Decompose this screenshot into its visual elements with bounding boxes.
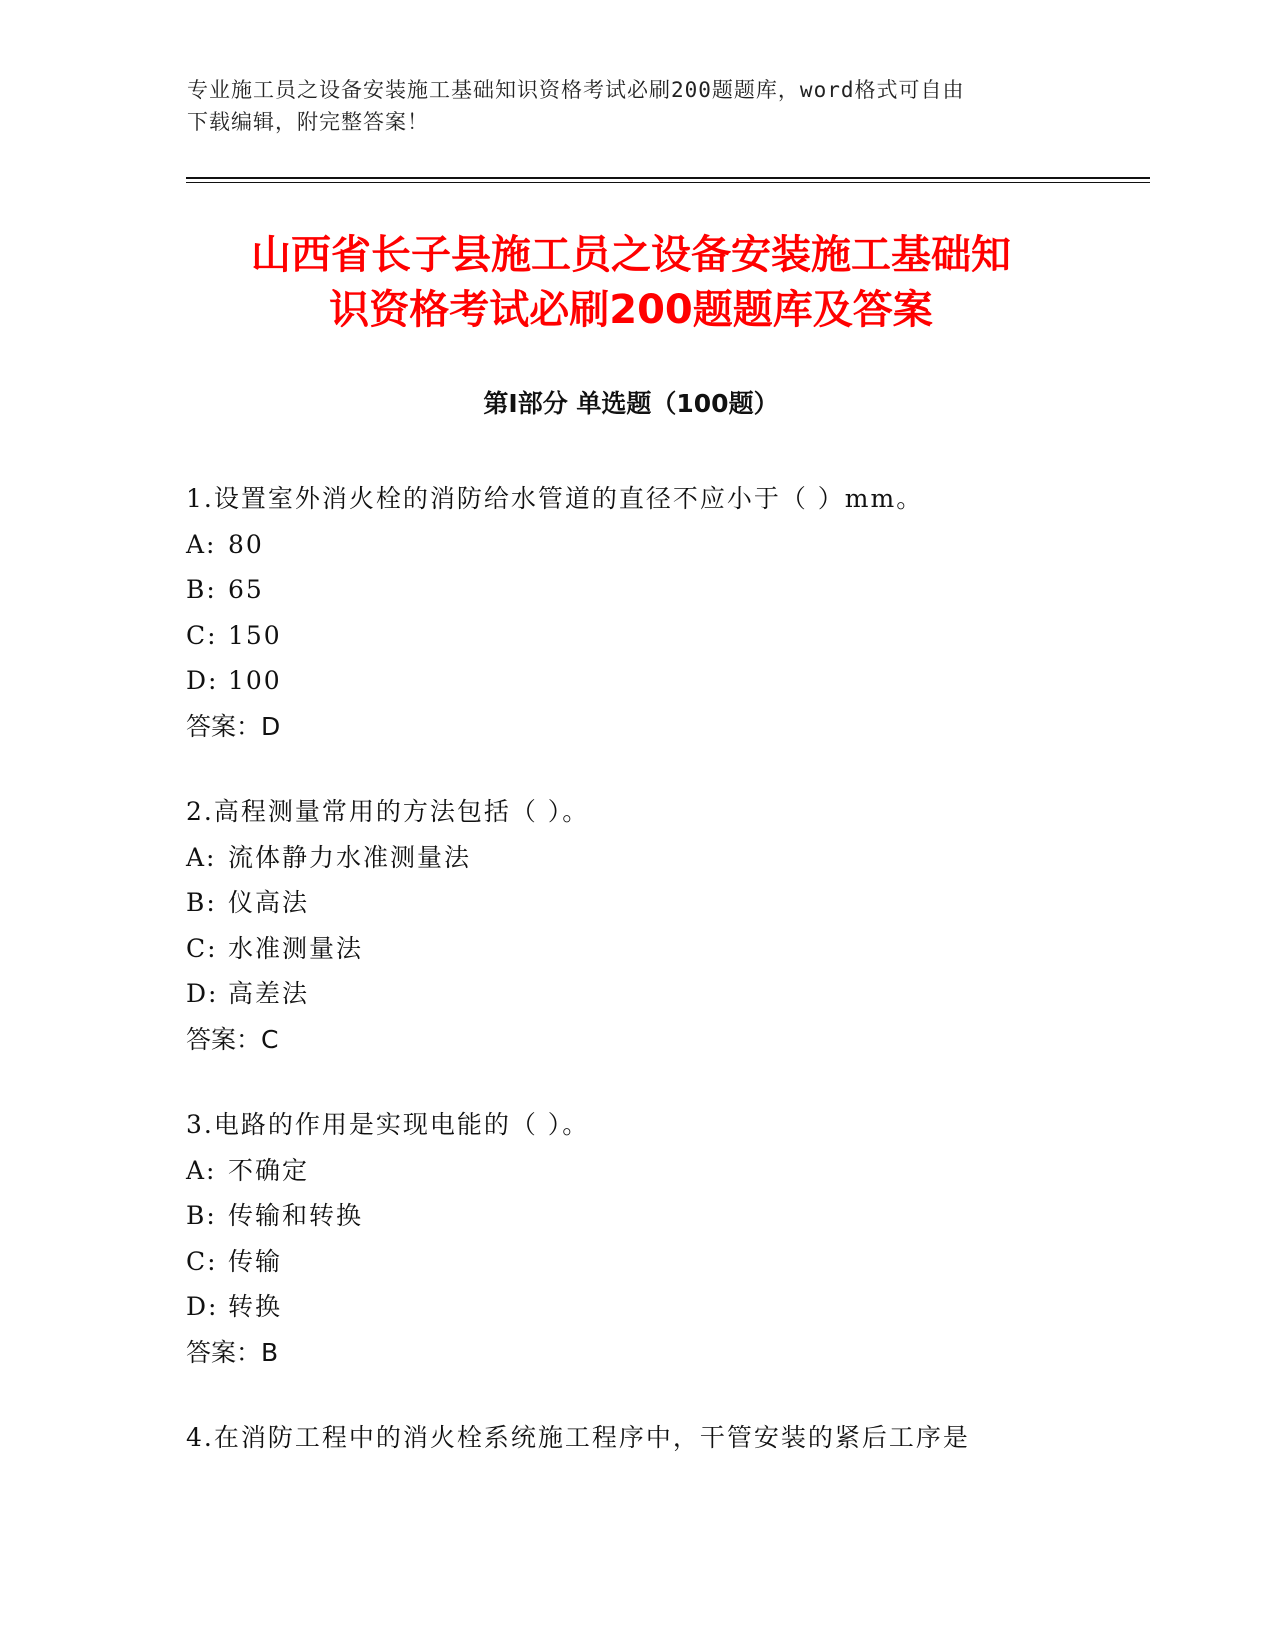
option-key: B: <box>186 575 217 604</box>
option-b <box>186 567 1086 613</box>
option-text: 80 <box>228 529 264 559</box>
question-stem: 1.设置室外消火栓的消防给水管道的直径不应小于（ ）mm。 <box>186 484 924 513</box>
option-text: 高差法 <box>228 979 310 1008</box>
option-key: C: <box>186 620 218 650</box>
option-key: C: <box>186 1246 218 1276</box>
title-line-2: 识资格考试必刷200题题库及答案 <box>329 287 933 333</box>
option-d <box>186 1284 1086 1330</box>
option-text: 100 <box>228 666 282 695</box>
option-d <box>186 658 1086 704</box>
title-line-1: 山西省长子县施工员之设备安装施工基础知 <box>251 232 1011 278</box>
question-item <box>186 1102 1086 1375</box>
option-key: D: <box>186 979 219 1008</box>
question-list <box>186 476 1086 1501</box>
question-item <box>186 476 1086 749</box>
question-item <box>186 1415 1086 1461</box>
header-divider-thin <box>186 182 1150 183</box>
option-key: A: <box>186 1155 217 1185</box>
option-text: 65 <box>228 575 264 604</box>
option-b <box>186 1193 1086 1239</box>
option-text: 转换 <box>228 1292 283 1321</box>
option-c <box>186 926 1086 972</box>
header-note-line-1: 专业施工员之设备安装施工基础知识资格考试必刷200题题库，word格式可自由 <box>187 78 965 102</box>
header-divider-thick <box>186 177 1150 179</box>
option-d <box>186 971 1086 1017</box>
section-heading: 第Ⅰ部分 单选题（100题） <box>483 389 779 418</box>
option-key: A: <box>186 529 217 559</box>
answer-line: 答案：B <box>186 1337 279 1367</box>
answer-line: 答案：D <box>186 711 281 741</box>
header-note <box>187 74 1067 138</box>
option-a <box>186 835 1086 881</box>
question-stem: 2.高程测量常用的方法包括（ ）。 <box>186 797 590 826</box>
answer-line: 答案：C <box>186 1024 279 1054</box>
option-a <box>186 1148 1086 1194</box>
option-text: 仪高法 <box>228 888 310 917</box>
option-key: D: <box>186 666 219 695</box>
option-key: C: <box>186 933 218 963</box>
option-key: D: <box>186 1292 219 1321</box>
option-text: 水准测量法 <box>228 933 364 963</box>
header-note-line-2: 下载编辑，附完整答案！ <box>187 110 429 134</box>
option-text: 传输和转换 <box>228 1201 364 1230</box>
option-key: B: <box>186 888 217 917</box>
option-c <box>186 1239 1086 1285</box>
option-text: 150 <box>228 620 282 650</box>
option-b <box>186 880 1086 926</box>
option-key: B: <box>186 1201 217 1230</box>
option-text: 传输 <box>228 1246 283 1276</box>
option-key: A: <box>186 842 217 872</box>
option-a <box>186 522 1086 568</box>
question-item <box>186 789 1086 1062</box>
option-text: 不确定 <box>228 1155 310 1185</box>
document-title <box>186 228 1076 338</box>
question-stem: 3.电路的作用是实现电能的（ ）。 <box>186 1110 590 1139</box>
option-text: 流体静力水准测量法 <box>228 842 472 872</box>
question-stem: 4.在消防工程中的消火栓系统施工程序中，干管安装的紧后工序是 <box>186 1423 970 1452</box>
option-c <box>186 613 1086 659</box>
